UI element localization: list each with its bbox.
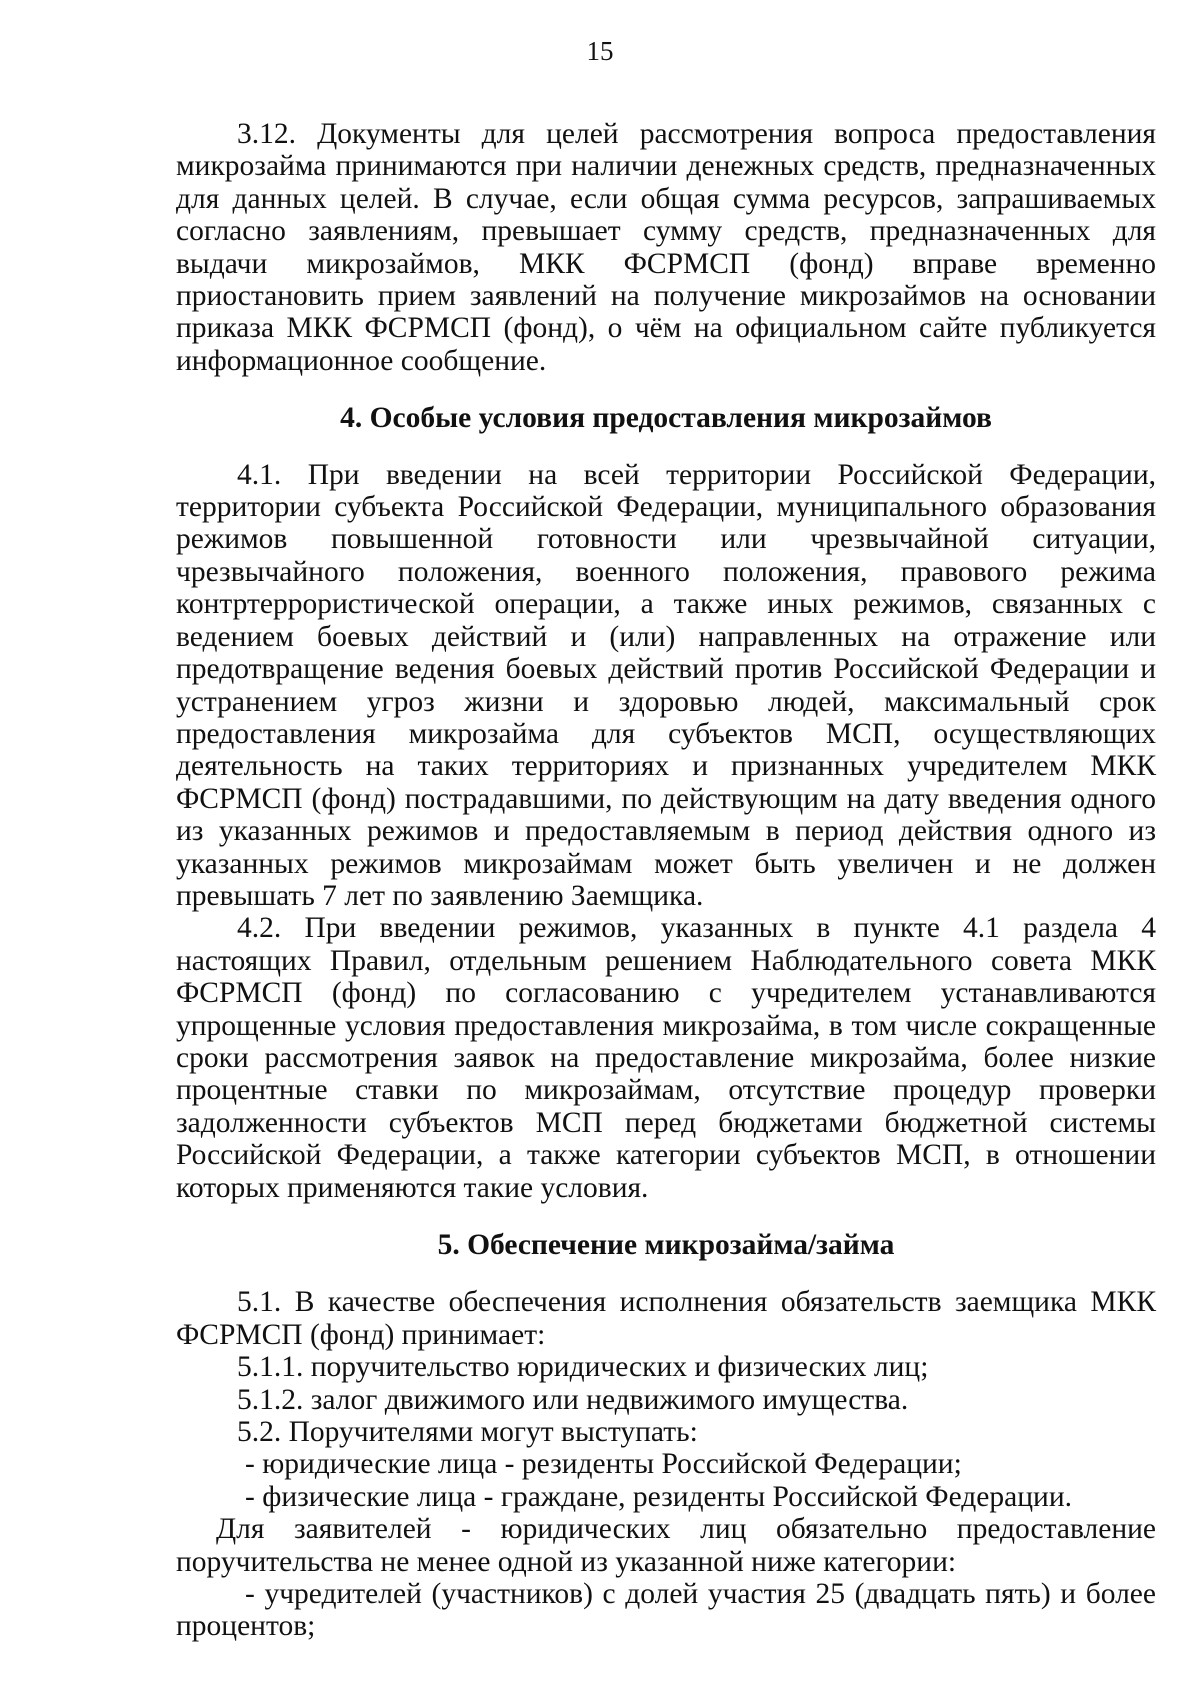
paragraph-3-12: 3.12. Документы для целей рассмотрения вопроса предоставления микрозайма принимаются при наличии денежных средств, предназначенных для данных целей. В случае, если общая сумма ресурсов, запрашиваемых согласно заявлениям, превышает сумму средств, предназначенных для выдачи микрозаймов, МКК ФСРМСП (фонд) вправе временно приостановить прием заявлений на получение микрозаймов на основании приказа МКК ФСРМСП (фонд), о чём на официальном сайте публикуется информационное сообщение. (176, 118, 1156, 377)
paragraph-5-2: 5.2. Поручителями могут выступать: (237, 1416, 698, 1449)
page-number: 15 (586, 36, 614, 66)
list-item-individuals: - физические лица - граждане, резиденты Российской Федерации. (245, 1480, 1072, 1513)
document-body (176, 118, 1156, 1643)
paragraph-4-1: 4.1. При введении на всей территории Российской Федерации, территории субъекта Российской Федерации, муниципального образования режимов повышенной готовности или чрезвычайной ситуации, чрезвычайного положения, военного положения, правового режима контртеррористической операции, а также иных режимов, связанных с ведением боевых действий и (или) направленных на отражение или предотвращение ведения боевых действий против Российской Федерации и устранением угроз жизни и здоровью людей, максимальный срок предоставления микрозайма для субъектов МСП, осуществляющих деятельность на таких территориях и признанных учредителем МКК ФСРМСП (фонд) пострадавшими, по действующим на дату введения одного из указанных режимов и предоставляемым в период действия одного из указанных режимов микрозаймам может быть увеличен и не должен превышать 7 лет по заявлению Заемщика. (176, 458, 1156, 912)
paragraph-5-1: 5.1. В качестве обеспечения исполнения обязательств заемщика МКК ФСРМСП (фонд) принимает: (176, 1286, 1156, 1351)
list-item-founders: - учредителей (участников) с долей участия 25 (двадцать пять) и более процентов; (176, 1578, 1156, 1643)
paragraph-4-2: 4.2. При введении режимов, указанных в пункте 4.1 раздела 4 настоящих Правил, отдельным решением Наблюдательного совета МКК ФСРМСП (фонд) по согласованию с учредителем устанавливаются упрощенные условия предоставления микрозайма, в том числе сокращенные сроки рассмотрения заявок на предоставление микрозайма, более низкие процентные ставки по микрозаймам, отсутствие процедур проверки задолженности субъектов МСП перед бюджетами бюджетной системы Российской Федерации, а также категории субъектов МСП, в отношении которых применяются такие условия. (176, 912, 1156, 1204)
section-4-heading: 4. Особые условия предоставления микрозаймов (340, 402, 992, 435)
list-item-legal-entities: - юридические лица - резиденты Российской Федерации; (245, 1448, 962, 1481)
paragraph-5-1-2: 5.1.2. залог движимого или недвижимого имущества. (237, 1383, 909, 1416)
paragraph-applicants: Для заявителей - юридических лиц обязательно предоставление поручительства не менее одной из указанной ниже категории: (176, 1513, 1156, 1578)
paragraph-5-1-1: 5.1.1. поручительство юридических и физических лиц; (237, 1351, 929, 1384)
section-5-heading: 5. Обеспечение микрозайма/займа (437, 1229, 895, 1261)
